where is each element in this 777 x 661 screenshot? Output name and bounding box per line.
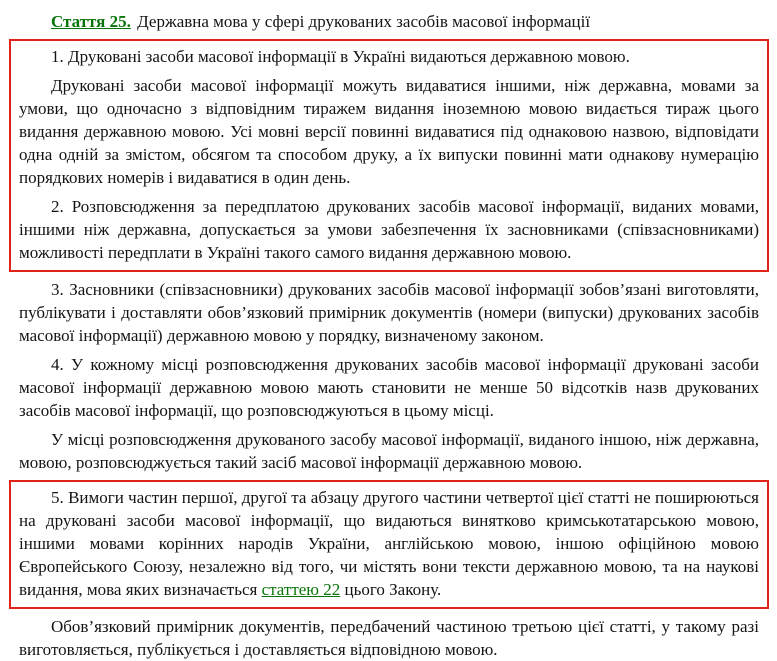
- article-number-link[interactable]: Стаття 25.: [51, 12, 131, 31]
- highlighted-box-2: [9, 480, 769, 609]
- paragraph-part-3: 3. Засновники (співзасновники) друкованих засобів масової інформації зобов’язані виготовляти, публікувати і доставляти обов’язковий примірник документів (номери (випуски) друкованих засобів масової інформації) державною мовою у порядку, визначеному законом.: [19, 280, 759, 345]
- paragraph-part-5: [19, 486, 759, 601]
- paragraph-part-4-abzats-2: У місці розповсюдження друкованого засобу масової інформації, виданого іншою, ніж державна, мовою, розповсюджується такий засіб масової інформації державною мовою.: [19, 430, 759, 472]
- paragraph-part-1-abzats-2: Друковані засоби масової інформації можуть видаватися іншими, ніж державна, мовами за умови, що одночасно з відповідним тиражем видання іноземною мовою видається тираж цього видання державною мовою. Усі мовні версії повинні видаватися під однаковою назвою, відповідати одна одній за змістом, обсягом та способом друку, а їх випуски повинні мати однакову нумерацію порядкових номерів і видаватися в один день.: [19, 76, 759, 187]
- paragraph-part-1: 1. Друковані засоби масової інформації в Україні видаються державною мовою.: [51, 47, 630, 66]
- article-heading: [19, 10, 759, 33]
- paragraph-final: Обов’язковий примірник документів, передбачений частиною третьою цієї статті, у такому разі виготовляється, публікується і доставляється відповідною мовою.: [19, 617, 759, 659]
- paragraph-part-2: 2. Розповсюдження за передплатою друкованих засобів масової інформації, виданих мовами, іншими ніж державна, допускається за умови забезпечення їх засновниками (співзасновниками) можливості передплати в Україні такого самого видання державною мовою.: [19, 197, 759, 262]
- paragraph-part-4: 4. У кожному місці розповсюдження друкованих засобів масової інформації друковані засоби масової інформації державною мовою мають становити не менше 50 відсотків назв друкованих засобів масової інформації, що розповсюджуються в цьому місці.: [19, 355, 759, 420]
- article-22-link[interactable]: статтею 22: [261, 580, 341, 599]
- paragraph-part-5-text-before-link: 5. Вимоги частин першої, другої та абзацу другого частини четвертої цієї статті не поширюються на друковані засоби масової інформації, що видаються винятково кримськотатарською мовою, іншими мовами корінних народів України, англійською мовою, іншою офіційною мовою Європейського Союзу, незалежно від того, чи містять вони тексти державною мовою, та на наукові видання, мова яких визначається: [19, 488, 759, 599]
- paragraph-part-5-text-after-link: цього Закону.: [340, 580, 442, 599]
- article-title-text: Державна мова у сфері друкованих засобів масової інформації: [137, 12, 591, 31]
- highlighted-box-1: [9, 39, 769, 272]
